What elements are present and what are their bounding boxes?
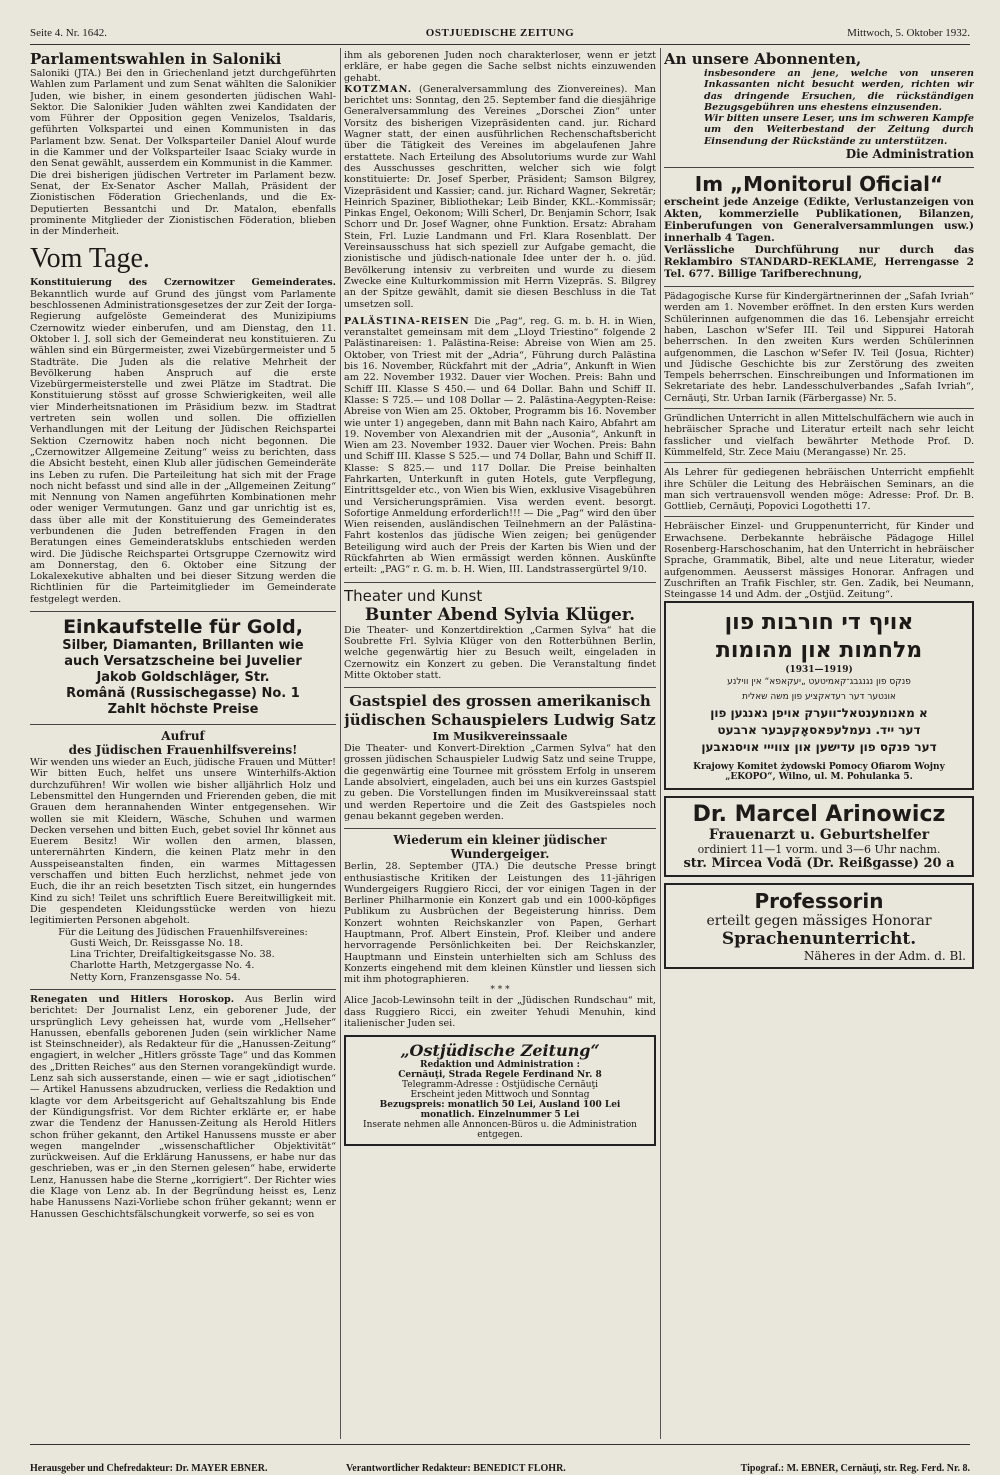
masthead-title: „Ostjüdische Zeitung“ — [400, 1041, 600, 1061]
ad-line: Zahlt höchste Preise — [107, 702, 259, 718]
article-text: Saloniki (JTA.) Bei den in Griechenland jetzt durchgeführten Wahlen zum Parlament und zum Senat wählten die Salonikier Juden, wie bisher, in einem gesonderten jüdischen Wahl-Sektor. Die Salonikier Juden wählten zwei Kandidaten der vom Führer der Opposition gegen Venizelos, Tsaldaris, geführten Volkspartei und einen Kommunisten in das Parlament bzw. Senat. Der Volksparteiler Daniel Alouf wurde in die Kammer und der Volksparteiler Isaac Sciaky wurde in den Senat gewählt, ausserdem ein Kommunist in die Kammer. — [30, 68, 336, 170]
signer: Gusti Weich, Dr. Reissgasse No. 18. — [70, 937, 244, 949]
article-wundergeiger — [344, 833, 656, 1029]
ad-text: erscheint jede Anzeige (Edikte, Verlustanzeigen von Akten, kommerzielle Publikationen, Bilanzen, Einberufungen von Generalversammlungen usw.) innerhalb 4 Tagen. — [664, 196, 974, 245]
notice-kurse: Pädagogische Kurse für Kindergärtnerinnen der „Safah Ivriah“ werden am 1. November eröffnet. In den ersten Kurs werden Schülerinnen aufgenommen die das 16. Lebensjahr erreicht haben, Laschon w'Sefer III. Teil und Sippurei Hatorah beherrschen. In den zweiten Kurs werden Schülerinnen aufgenommen, die Laschon w'Sefer IV. Teil (Josua, Richter) und Jüdische Geschichte bis zur Zerstörung des zweiten Tempels beherrschen. Einschreibungen und Informationen im Sekretariate des hebr. Landesschulverbandes „Safah Ivriah“, Cernăuţi, Str. Urban Iarnik (Färbergasse) Nr. 5. — [664, 291, 974, 404]
column-divider-1 — [340, 48, 341, 1439]
article-title: Aufruf — [161, 729, 205, 744]
section-heading-theater: Theater und Kunst — [344, 586, 483, 605]
column-1 — [30, 50, 336, 1439]
ad-hebraeisch: Hebräischer Einzel- und Gruppenunterricht, für Kinder und Erwachsene. Derbekannte hebräische Pädagoge Hillel Rosenberg-Harschoschanim, hat den Unterricht in hebräischer Sprache, Grammatik, Bibel, alte und neue Literatur, wieder aufgenommen. Aeusserst mässiges Honorar. Anfragen und Zuschriften an Trafik Fischler, str. Gen. Zadik, bei Neumann, Steingasse 14 und Adm. der „Ostjüd. Zeitung“. — [664, 521, 974, 601]
article-kotzman — [344, 84, 656, 310]
ad-unterricht: Gründlichen Unterricht in allen Mittelschulfächern wie auch in hebräischer Sprache und Literatur erteilt nach sehr leicht fasslicher und vielfach bewährter Methode Prof. D. Kümmelfeld, Str. Zece Maiu (Merangasse) Nr. 25. — [664, 413, 974, 458]
ad-line: erteilt gegen mässiges Honorar — [706, 912, 932, 929]
ad-lehrer: Als Lehrer für gediegenen hebräischen Unterricht empfiehlt ihre Schüler die Leitung des Hebräischen Seminars, an die man sich vertrauensvoll wenden möge: Adresse: Prof. Dr. B. Gottlieb, Cernăuţi, Popovici Logothetti 17. — [664, 467, 974, 513]
article-renegaten — [30, 994, 336, 1220]
notice-signature: Die Administration — [845, 147, 974, 162]
footer-printer: Tipograf.: M. EBNER, Cernăuţi, str. Reg. Ferd. Nr. 8. — [740, 1463, 970, 1474]
section-heading-vom-tage: Vom Tage. — [30, 243, 150, 275]
article-title: Konstituierung des Czernowitzer Gemeinderates. — [30, 277, 336, 289]
article-text: Die „Pag“, reg. G. m. b. H. in Wien, veranstaltet gemeinsam mit dem „Lloyd Triestino“ folgende 2 Palästinareisen: 1. Palästina-Reise: Abreise von Wien am 25. Oktober, von Triest mit der „Adria“, Führung durch Palästina bis 16. November, Rückfahrt mit der „Adria“, Ankunft in Wien am 22. November 1932. Dauer vier Wochen. Preis: Bahn und Schiff III. Klasse S 450.— und 64 Dollar. Bahn und Schiff II. Klasse: S 725.— und 108 Dollar — 2. Palästina-Aegypten-Reise: Abreise von Wien am 25. Oktober, Programm bis 16. November wie unter 1) angegeben, dann mit Bahn nach Kairo, Abfahrt am 19. November von Alexandrien mit der „Ausonia“, Ankunft in Wien am 23. November 1932. Dauer vier Wochen. Preis: Bahn und Schiff III. Klasse S 525.— und 74 Dollar, Bahn und Schiff II. Klasse: S 825.— und 117 Dollar. Die Preise beinhalten Fahrkarten, Unterkunft in guten Hotels, gute Verpflegung, Eintrittsgelder etc., von Wien bis Wien, exklusive Visagebühren und Versicherungsprämien. Visa werden event. besorgt. Sofortige Anmeldung erforderlich!!! — Die „Pag“ wird den über Wien reisenden, ausländischen Teilnehmern an der Palästina-Fahrt kostenlos das jüdische Wien zeigen; bei genügender Beteiligung wird auch der Preis der Karten bis Wien und der Rückfahrten ab Wien ermässigt werden können. Auskünfte erteilt: „PAG“ r. G. m. b. H. Wien, III. Landstrassergürtel 9/10. — [344, 315, 656, 576]
article-bunter-abend — [344, 605, 656, 681]
ad-line: auch Versatzscheine bei Juvelier — [64, 654, 302, 670]
footer-editor: Verantwortlicher Redakteur: BENEDICT FLOHR. — [346, 1463, 566, 1474]
ad-title: Professorin — [754, 888, 884, 913]
notice-text: insbesondere an jene, welche von unseren Inkassanten nicht besucht werden, richten wir das dringende Ersuchen, die rückständigen Bezugsgebühren uns ehestens einzusenden. — [704, 68, 974, 113]
article-text: Die Theater- und Konvert-Direktion „Carmen Sylva“ hat den grossen jüdischen Schauspieler Ludwig Satz und seine Truppe, die gegenwärtig eine Tournee mit grösstem Erfolg in unserem Lande absolviert, eingeladen, auch bei uns ein kurzes Gastspiel zu geben. Die Vorstellungen finden im Musikvereinssaal statt und werden Repertoire und die Zeit des Gastspieles noch genau bekannt gegeben werden. — [344, 743, 656, 822]
article-subtitle: des Jüdischen Frauenhilfsvereins! — [68, 743, 298, 758]
header-date: Mittwoch, 5. Oktober 1932. — [847, 27, 970, 39]
article-continuation: ihm als geborenen Juden noch charakterloser, wenn er jetzt erkläre, er habe gegen die Sache selbst nichts einzuwenden gehabt. — [344, 50, 656, 84]
article-text: (Generalversammlung des Zionvereines). Man berichtet uns: Sonntag, den 25. September fand die diesjährige Generalversammlung des Vereines „Dorschei Zion“ unter Vorsitz des bisherigen Vizepräsidenten cand. jur. Richard Wagner statt, der einen ausführlichen Rechenschaftsbericht über die Tätigkeit des Vereines im abgelaufenen Jahre erstattete. Nach Erteilung des Absolutoriums wurde zur Wahl des Ausschusses geschritten, welcher sich wie folgt konstituierte: Dr. Josef Sperber, Präsident; Samson Bilgrey, Vizepräsident und Kassier; cand. jur. Richard Wagner, Sekretär; Heinrich Spaziner, Bibliothekar; Leib Binder, KKL.-Kommissär; Pinkas Engel, Oekonom; Willi Scherl, Dr. Benjamin Schorr, Isak Schorr und Dr. Josef Wagner, ohne Funktion. Ersatz: Abraham Stein, Frl. Luzie Landmann und Frl. Klara Rosenblatt. Der Vereinsausschuss hat sich speziell zur Aufgabe gemacht, die zionistische und jüdisch-nationale Idee unter der h. o. jüd. Bevölkerung intensiv zu verbreiten und wurde zu diesem Zwecke eine Kulturkommission mit Herrn Vizepräs. S. Bilgrey an der Spitze gewählt, damit sie diesen Beschluss in die Tat umsetzen soll. — [344, 83, 656, 310]
ad-title: Dr. Marcel Arinowicz — [692, 801, 946, 827]
masthead-box — [344, 1035, 656, 1146]
page-header — [30, 27, 970, 43]
masthead-line: Cernăuţi, Strada Regele Ferdinand Nr. 8 — [398, 1070, 602, 1081]
divider — [664, 167, 974, 168]
ad-line: Frauenarzt u. Geburtshelfer — [708, 826, 930, 843]
article-title: Renegaten und Hitlers Horoskop. — [30, 994, 235, 1005]
article-czernowitz — [30, 277, 336, 605]
yiddish-publisher: Krajowy Komitet żydowski Pomocy Ofiarom Wojny „EKOPO“, Wilno, ul. M. Pohulanka 5. — [693, 761, 945, 782]
article-palaestina-reisen — [344, 316, 656, 576]
ad-line: ordiniert 11—1 vorm. und 3—6 Uhr nachm. — [697, 842, 941, 856]
signer: Lina Trichter, Dreifaltigkeitsgasse No. 38. — [70, 949, 275, 961]
masthead-line: Bezugspreis: monatlich 50 Lei, Ausland 100 Lei — [379, 1100, 621, 1111]
masthead-line: Inserate nehmen alle Annoncen-Büros u. die Administration entgegen. — [363, 1120, 637, 1141]
ad-line: Näheres in der Adm. d. Bl. — [803, 948, 966, 963]
yiddish-line: פנקס פון נגנגבג־קאמיטעט „יעקאפא“ אין ווילנע — [727, 676, 911, 687]
divider — [664, 408, 974, 409]
ad-line: Română (Russischegasse) No. 1 — [66, 686, 300, 702]
masthead-line: Redaktion und Administration : — [420, 1060, 580, 1071]
ad-title: Im „Monitorul Oficial“ — [694, 172, 944, 197]
article-text: Die drei bisherigen jüdischen Vertreter im Parlament bezw. Senat, der Ex-Senator Ascher Mallah, Präsident der Zionistischen Föderation Griechenlands, und die Ex-Deputierten Bessantchi und Dr. Matalon, ebenfalls prominente Mitglieder der Zionistischen Föderation, blieben in der Minderheit. — [30, 169, 336, 238]
article-text: Berlin, 28. September (JTA.) Die deutsche Presse bringt enthusiastische Kritiken der Leistungen des 11-jährigen Wundergeigers Ruggiero Ricci, der vor einigen Tagen in der Berliner Philharmonie ein Konzert gab und ein 1000-köpfiges Publikum zu Ausbrüchen der Begeisterung hinriss. Dem Konzert wohnten Reichskanzler von Papen, Gerhart Hauptmann, Prof. Albert Einstein, Prof. Kleiber und andere hervorragende Persönlichkeiten bei. Der Reichskanzler, Hauptmann und Einstein unterhielten sich am Schluss des Konzerts eingehend mit dem kleinen Künstler und liessen sich mit ihm photographieren. — [344, 861, 656, 986]
masthead-line: Telegramm-Adresse : Ostjüdische Cernăuţi — [401, 1080, 599, 1091]
divider — [344, 828, 656, 829]
divider — [664, 286, 974, 287]
ad-line: Sprachenunterricht. — [721, 928, 917, 949]
ad-arinowicz — [664, 796, 974, 877]
signers-intro: Für die Leitung des Jüdischen Frauenhilfsvereines: — [58, 926, 308, 938]
notice-title: An unsere Abonnenten, — [664, 50, 862, 68]
ad-line: Silber, Diamanten, Brillanten wie — [62, 638, 304, 654]
yiddish-line: דער ייד. נעמלעפאסאָקעבער ארבעט — [717, 722, 921, 737]
signer: Charlotte Harth, Metzgergasse No. 4. — [70, 960, 255, 972]
divider — [344, 687, 656, 688]
ad-monitorul — [664, 172, 974, 280]
ad-text: Verlässliche Durchführung nur durch das Reklambiro STANDARD-REKLAME, Herrengasse 2 Tel. 677. Billige Tarifberechnung, — [664, 244, 974, 281]
ad-gold-buyer — [30, 616, 336, 718]
column-2 — [344, 50, 656, 1439]
article-text: Aus Berlin wird berichtet: Der Journalist Lenz, ein geborener Jude, der ursprünglich Levy geheissen hat, wurde vom „Hellseher“ Hanussen, ebenfalls geborenen Juden (sein wirklicher Name ist Steinschneider), als Redakteur für die „Hanussen-Zeitung“ engagiert, in welcher „Hitlers grösste Tage“ und das Kommen des „Dritten Reiches“ aus den Sternen vorangekündigt wurde. Lenz sah sich ausserstande, einen — wie er sagt „idiotischen“ — Artikel Hanussens abzudrucken, verliess die Redaktion und klagte vor dem Arbeitsgericht auf Gehaltszahlung bis Ende der Kündigungsfrist. Vor dem Richter erklärte er, er habe zwar die Tendenz der Hanussen-Zeitung als Herold Hitlers schon früher gekannt, den Artikel Hanussens musste er aber wegen mangelnder „wissenschaftlicher Objektivität“ zurückweisen. Auf die Erklärung Hanussens, er habe nur das geschrieben, was er „in den Sternen gelesen“ habe, erwiderte Lenz, Hanussen habe die Sterne „korrigiert“. Der Richter wies die Klage von Lenz ab. In der Begründung heisst es, Lenz habe Hanussens Nazi-Vorliebe schon früher gekannt; wenn er Hanussen Geschichtsfälschungkeit vorwerfe, so sei es von — [30, 994, 336, 1220]
yiddish-line: דער פנקס פון עדישען און צווייי אויסגאבען — [701, 739, 937, 754]
article-subtitle: Im Musikvereinssaale — [432, 730, 568, 744]
divider — [664, 462, 974, 463]
article-text: Bekanntlich wurde auf Grund des jüngst vom Parlamente beschlossenen Administrationsgesetzes der zur Zeit der Iorga-Regierung aufgelöste Gemeinderat des Munizipiums Czernowitz wieder einberufen, und am Dienstag, den 11. Oktober l. J. soll sich der Gemeinderat neu konstituieren. Zu wählen sind ein Bürgermeister, zwei Vizebürgermeister und 5 Stadträte. Die Juden als die relative Mehrheit der Bevölkerung haben Anspruch auf die erste Vizebürgermeisterstelle und zwei Plätze im Stadtrat. Die Konstituierung stösst auf grosse Schwierigkeiten, weil alle vier Minderheitsnationen im Präsidium bezw. im Stadtrat vertreten sein wollen und sollen. Die offiziellen Verhandlungen mit der Leitung der Jüdischen Reichspartei Sektion Czernowitz haben noch nicht begonnen. Die „Czernowitzer Allgemeine Zeitung“ weiss zu berichten, dass die Absicht besteht, einen Klub aller jüdischen Gemeinderäte ins Leben zu rufen. Die Parteileitung hat sich mit der Frage noch nicht befasst und sind alle in der „Allgemeinen Zeitung“ mit Nennung von Namen angeführten Kombinationen mehr oder weniger Vermutungen. Ganz und gar unrichtig ist es, dass über alle mit der Konstituierung des Gemeinderates verbundenen die Juden betreffenden Fragen in den Beratungen eines Gemeinderatsklubs entschieden werden wird. Die Jüdische Reichspartei Ortsgruppe Czernowitz wird am Donnerstag, den 6. Oktober eine Sitzung der Lokalexekutive abhalten und bei dieser Sitzung werden die Richtlinien für die Parteimitglieder im Gemeinderate festgelegt werden. — [30, 288, 336, 605]
column-3 — [664, 50, 974, 1439]
yiddish-title: מלחמות און מהומות — [715, 637, 923, 663]
article-aufruf — [30, 729, 336, 983]
article-text: Die Theater- und Konzertdirektion „Carmen Sylva“ hat die Soubrette Frl. Sylvia Klüger von den Rotterbühnen Berlin, welche gegenwärtig hier zu Besuch weilt, eingeladen in Czernowitz ein Konzert zu geben. Die Veranstaltung findet Mitte Oktober statt. — [344, 624, 656, 681]
masthead-line: monatlich. Einzelnummer 5 Lei — [420, 1110, 580, 1121]
divider — [664, 516, 974, 517]
footer-rule — [30, 1444, 970, 1445]
article-saloniki — [30, 50, 336, 237]
divider — [30, 989, 336, 990]
article-title: Gastspiel des grossen amerikanisch jüdischen Schauspielers Ludwig Satz — [344, 692, 656, 730]
article-title: Bunter Abend Sylvia Klüger. — [364, 604, 636, 625]
article-title: Wiederum ein kleiner jüdischer Wundergeiger. — [393, 833, 607, 862]
ad-line: str. Mircea Vodă (Dr. Reißgasse) 20 a — [683, 855, 955, 871]
yiddish-title: אויף די חורבות פון — [724, 609, 914, 635]
divider — [30, 724, 336, 725]
separator-stars: * * * — [490, 985, 510, 996]
article-title: KOTZMAN. — [344, 83, 413, 95]
yiddish-years: (1931—1919) — [785, 664, 853, 675]
ad-line: Jakob Goldschläger, Str. — [96, 670, 270, 686]
column-divider-2 — [660, 48, 661, 1439]
header-newspaper-title: OSTJUEDISCHE ZEITUNG — [425, 27, 575, 39]
article-title: PALÄSTINA-REISEN — [344, 315, 470, 327]
masthead-line: Erscheint jeden Mittwoch und Sonntag — [410, 1090, 590, 1101]
ad-title: Einkaufstelle für Gold, — [63, 616, 303, 639]
yiddish-line: אונטער דער רעדאקציע פון משה שאלית — [742, 691, 896, 702]
header-page-number: Seite 4. Nr. 1642. — [30, 27, 107, 39]
ad-yiddish-book — [664, 601, 974, 790]
ad-professorin — [664, 883, 974, 969]
article-title: Parlamentswahlen in Saloniki — [30, 50, 282, 68]
footer-publisher: Herausgeber und Chefredakteur: Dr. MAYER EBNER. — [30, 1463, 268, 1474]
notice-text: Wir bitten unsere Leser, uns im schweren Kampfe um den Weiterbestand der Zeitung durch Einsendung der Rückstände zu unterstützen. — [704, 113, 974, 147]
yiddish-line: א מאנומענטאל־ווערק אויפן גאנגען פון — [710, 705, 928, 720]
signer: Netty Korn, Franzensgasse No. 54. — [70, 971, 241, 983]
article-text: Alice Jacob-Lewinsohn teilt in der „Jüdischen Rundschau“ mit, dass Ruggiero Ricci, ein zweiter Yehudi Menuhin, kind italienischer Juden sei. — [344, 995, 656, 1030]
divider — [30, 611, 336, 612]
header-rule — [30, 44, 970, 45]
notice-abonnenten — [664, 50, 974, 161]
divider — [344, 582, 656, 583]
article-gastspiel — [344, 692, 656, 822]
article-text: Wir wenden uns wieder an Euch, jüdische Frauen und Mütter! Wir bitten Euch, helfet uns unsere Winterhilfs-Aktion durchzuführen! Wir wollen wie bisher alljährlich Holz und Lebensmittel den Hungernden und Frierenden geben, die mit Grauen dem herannahenden Winter entgegensehen. Wir wollen sie mit Kleidern, Wäsche, Schuhen und warmen Decken versehen und bitten Euch, gebet soviel Ihr könnet aus Euerem Besitz! Wir wollen den armen, blassen, unterernährten Kindern, die keinen Platz mehr in den Ausspeiseanstalten finden, ein warmes Mittagessen verschaffen und bitten Euch herzlichst, nehmet jede von Euch, die ihr an reich besetzten Tisch sitzet, ein hungerndes Kind zu sich! Teilet uns schriftlich Euere Bereitwilligkeit mit. Die gespendeten Kleidungsstücke werden von hiezu legitimierten Personen abgeholt. — [30, 757, 336, 927]
